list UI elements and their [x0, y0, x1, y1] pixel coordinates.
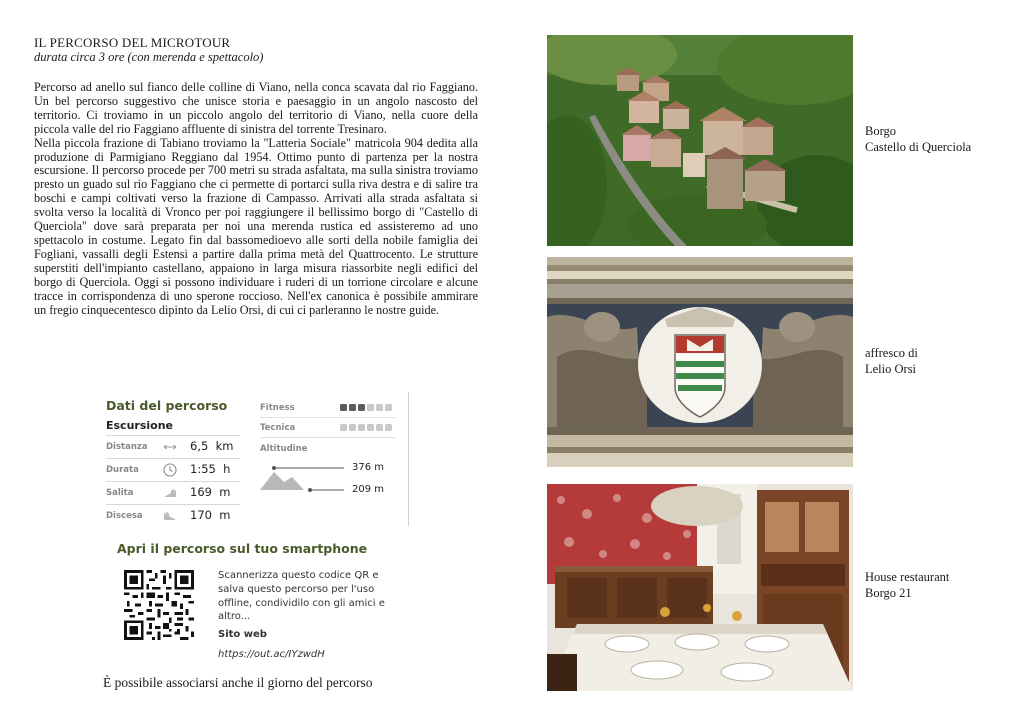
distance-arrows-icon — [162, 439, 178, 455]
stat-value: 6,5 km — [190, 439, 234, 453]
ascent-icon — [162, 485, 178, 501]
card-divider — [408, 392, 409, 526]
stat-row-descent — [106, 504, 240, 528]
rating-dot — [385, 404, 392, 411]
rating-dot — [376, 404, 383, 411]
rating-dot — [349, 404, 356, 411]
stat-value: 169 m — [190, 485, 231, 499]
stat-value: 1:55 h — [190, 462, 231, 476]
rating-dot — [376, 424, 383, 431]
photo-caption-2: affresco di Lelio Orsi — [865, 346, 918, 376]
rating-dot — [340, 424, 347, 431]
route-card-title: Dati del percorso — [106, 398, 228, 413]
qr-code-icon[interactable] — [124, 570, 194, 640]
stat-row-distance — [106, 435, 240, 459]
page-subtitle: durata circa 3 ore (con merenda e spettacolo) — [34, 50, 264, 64]
photo-affresco-lelio-orsi — [547, 257, 853, 467]
photo-castello-querciola — [547, 35, 853, 246]
stat-label: Salita — [106, 488, 134, 498]
rating-dot — [349, 424, 356, 431]
stat-label: Durata — [106, 465, 139, 475]
clock-icon — [162, 462, 178, 478]
page-title: IL PERCORSO DEL MICROTOUR — [34, 35, 231, 50]
technique-label: Tecnica — [260, 423, 296, 433]
photo-caption-3: House restaurant Borgo 21 — [865, 570, 950, 600]
altitude-min: 209 m — [352, 484, 385, 495]
photo-caption-1: Borgo Castello di Querciola — [865, 124, 972, 154]
route-type: Escursione — [106, 419, 174, 432]
altitude-max: 376 m — [352, 462, 385, 473]
route-description — [34, 81, 478, 317]
description-paragraph-1: Percorso ad anello sul fianco delle colline di Viano, nella conca scavata dal rio Faggiano. Un bel percorso suggestivo che unisce storia e paesaggio in un angolo nascosto del territorio. Ci troviamo in un piccolo angolo del territorio di Viano, nella cuore della piccola valle del rio Faggiano affluente di sinistra del torrente Tresinaro. — [34, 80, 478, 136]
rating-dot — [385, 424, 392, 431]
rating-dot — [340, 404, 347, 411]
photo-house-restaurant — [547, 484, 853, 691]
rating-dot — [358, 404, 365, 411]
rating-separator — [260, 417, 396, 418]
rating-dot — [367, 424, 374, 431]
fitness-rating — [340, 404, 392, 413]
website-label: Sito web — [218, 629, 267, 640]
stat-label: Distanza — [106, 442, 148, 452]
rating-dot — [367, 404, 374, 411]
fitness-label: Fitness — [260, 403, 295, 413]
rating-separator — [260, 437, 396, 438]
stat-row-ascent — [106, 481, 240, 505]
aerial-village-image — [547, 35, 853, 246]
restaurant-interior-image — [547, 484, 853, 691]
stat-label: Discesa — [106, 511, 143, 521]
rating-dot — [358, 424, 365, 431]
website-link[interactable]: https://out.ac/IYzwdH — [218, 649, 325, 660]
qr-description: Scannerizza questo codice QR e salva questo percorso per l'uso offline, condividilo con gli amici e altro... — [218, 570, 385, 623]
description-paragraph-2: Nella piccola frazione di Tabiano troviamo la "Latteria Sociale" matricola 904 dedita alla produzione di Parmigiano Reggiano dal 1954. Ottimo punto di partenza per la nostra escursione. Il percorso procede per 700 metri su strada asfaltata, ma sulla sinistra troviamo presto un guado sul rio Faggiano che ci permette di portarci sulla riva destra e di salire tra boschi e campi coltivati verso la frazione di Campasso. Arrivati alla strada asfaltata si svolta verso la località di Vronco per poi raggiungere il bellissimo borgo di "Castello di Querciola" dove sarà preparata per noi una merenda rustica ed assisteremo ad uno spettacolo in costume. Legato fin dal bassomedioevo alle sorti della nobile famiglia dei Fogliani, vassalli degli Estensi a partire dalla prima metà del Quattrocento. Le strutture superstiti dell'impianto castellano, appaiono in larga misura riassorbite negli edifici del borgo di Querciola. Oggi si possono individuare i ruderi di un torrione circolare e alcune tracce in corrispondenza di uno sperone roccioso. Nell'ex canonica è possibile ammirare un fregio cinquecentesco dipinto da Lelio Orsi, di cui ci parleranno le nostre guide. — [34, 135, 478, 317]
footer-note: È possibile associarsi anche il giorno del percorso — [103, 675, 373, 690]
fresco-coat-of-arms-image — [547, 257, 853, 467]
smartphone-heading: Apri il percorso sul tuo smartphone — [117, 541, 368, 556]
technique-rating — [340, 424, 392, 433]
altitude-label: Altitudine — [260, 444, 308, 454]
stat-row-duration — [106, 458, 240, 482]
stat-value: 170 m — [190, 508, 231, 522]
descent-icon — [162, 508, 178, 524]
